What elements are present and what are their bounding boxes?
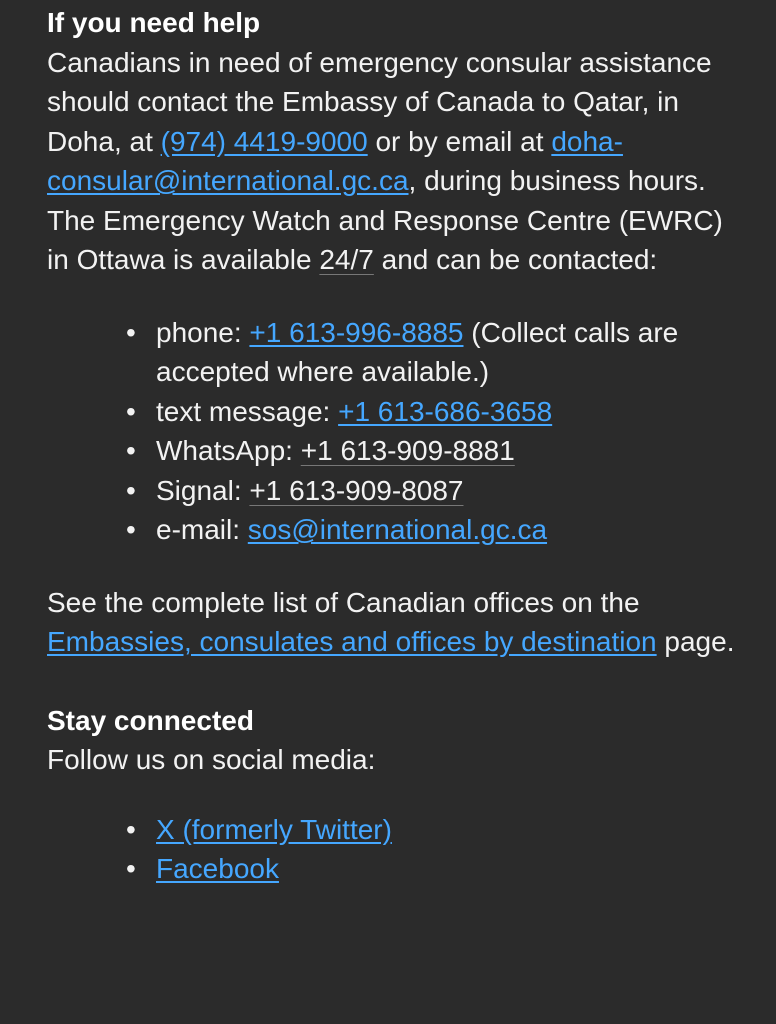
contact-label: phone: [156, 316, 250, 348]
bullet-icon: • [126, 474, 136, 506]
embassy-phone-link[interactable]: (974) 4419-9000 [160, 125, 368, 157]
contact-label: Signal: [156, 474, 250, 506]
help-intro-paragraph [47, 43, 737, 280]
list-item-phone [126, 313, 716, 392]
availability-abbr: 24/7 [319, 244, 374, 275]
x-twitter-link[interactable]: X (formerly Twitter) [156, 813, 392, 845]
help-intro-text-3: , during business hours. The Emergency Watch and Response Centre (EWRC) in Ottawa is available [47, 165, 723, 275]
ewrc-sms-link[interactable]: +1 613-686-3658 [338, 395, 553, 427]
ewrc-phone-link[interactable]: +1 613-996-8885 [249, 316, 464, 348]
stay-connected-section [47, 701, 737, 889]
help-intro-text-1: Canadians in need of emergency consular assistance should contact the Embassy of Canada to Qatar, in Doha, at [47, 46, 712, 157]
stay-connected-heading: Stay connected [47, 704, 254, 736]
contact-label: text message: [156, 395, 339, 427]
bullet-icon: • [126, 813, 136, 845]
social-intro: Follow us on social media: [47, 744, 376, 775]
social-media-list [126, 810, 737, 889]
bullet-icon: • [126, 853, 136, 884]
offices-text-2: page. [656, 626, 735, 657]
signal-number: +1 613-909-8087 [249, 474, 464, 506]
contact-label: WhatsApp: [156, 435, 301, 466]
list-item-facebook [126, 849, 737, 889]
list-item-x [126, 810, 737, 850]
embassy-email-link[interactable]: doha- consular@international.gc.ca [47, 125, 623, 196]
whatsapp-number: +1 613-909-8881 [300, 435, 515, 466]
main-content [47, 3, 737, 889]
bullet-icon: • [126, 395, 136, 427]
contact-label: e-mail: [156, 514, 248, 545]
help-intro-text-4: and can be contacted: [373, 244, 658, 275]
list-item-whatsapp [126, 431, 716, 471]
embassies-consulates-link[interactable]: Embassies, consulates and offices by destination [47, 626, 657, 657]
help-intro-text-2: or by email at [367, 125, 552, 157]
help-heading: If you need help [47, 7, 261, 38]
bullet-icon: • [126, 316, 136, 348]
collect-calls-note: (Collect calls are accepted where available.) [156, 316, 679, 387]
ewrc-email-link[interactable]: sos@international.gc.ca [247, 514, 548, 545]
ewrc-contact-list [126, 313, 716, 550]
list-item-signal [126, 471, 716, 511]
facebook-link[interactable]: Facebook [156, 853, 279, 884]
help-section [47, 3, 737, 662]
offices-text-1: See the complete list of Canadian offices on the [47, 586, 640, 618]
list-item-email [126, 510, 716, 550]
bullet-icon: • [126, 514, 136, 545]
offices-paragraph [47, 583, 737, 662]
bullet-icon: • [126, 435, 136, 466]
list-item-text-message [126, 392, 716, 432]
